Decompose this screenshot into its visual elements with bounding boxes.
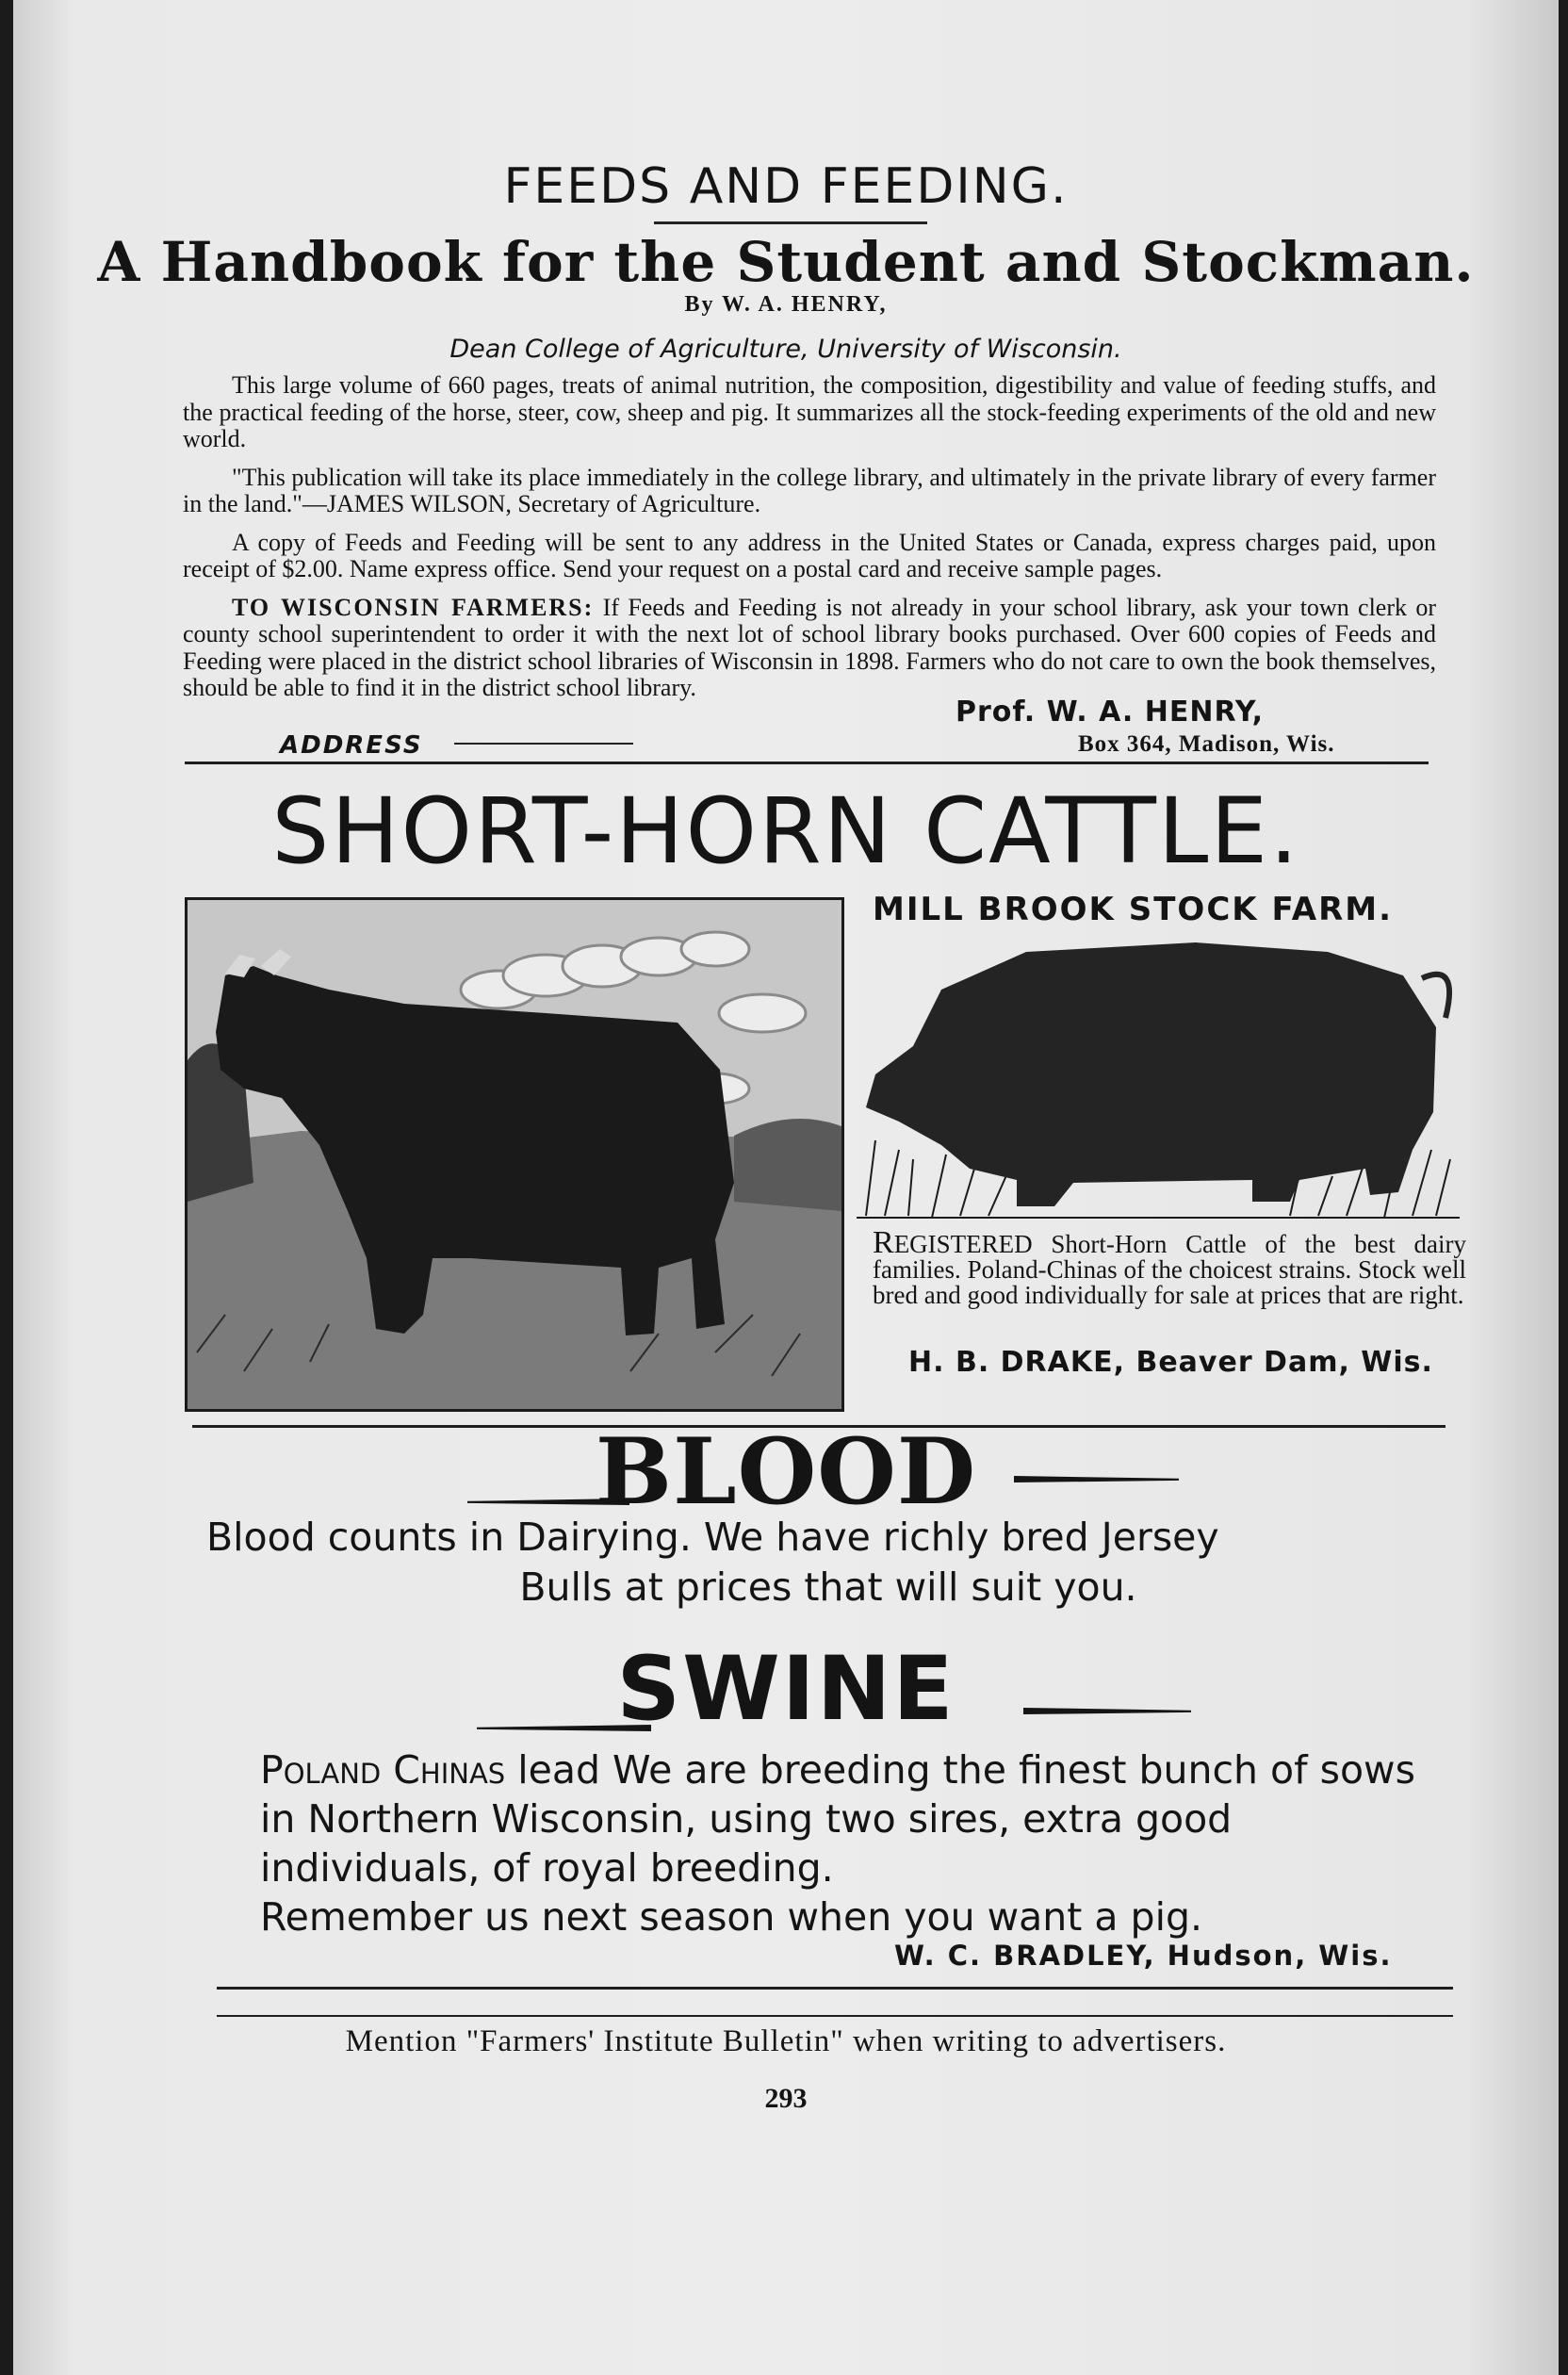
author-affiliation: Dean College of Agriculture, University of Wisconsin. (449, 335, 1122, 364)
page-number: 293 (764, 2083, 808, 2114)
author-byline: By W. A. HENRY, (684, 292, 888, 317)
swine-text-1: lead We are breeding the finest bunch of sows in Northern Wisconsin, using two sires, extra good individuals, of royal breeding. (260, 1747, 1415, 1891)
pig-illustration (857, 933, 1460, 1230)
pig-drawing (857, 933, 1460, 1225)
swine-contact: W. C. BRADLEY, Hudson, Wis. (894, 1940, 1393, 1972)
divider-rule-4 (217, 2015, 1453, 2017)
cattle-contact: H. B. DRAKE, Beaver Dam, Wis. (908, 1346, 1433, 1379)
drop-cap: R (873, 1225, 894, 1260)
feeds-paragraph-1: This large volume of 660 pages, treats of animal nutrition, the composition, digestibility and value of feeding stuffs, and the practical feeding of the horse, steer, cow, sheep and pig. It summarizes all the stock-feeding experiments of the old and new world. (183, 371, 1436, 452)
title-underline (654, 221, 927, 224)
swine-text-2: Remember us next season when you want a pig. (260, 1894, 1203, 1940)
divider-rule (185, 762, 1429, 764)
contact-box: Box 364, Madison, Wis. (1078, 731, 1335, 757)
cattle-description (873, 1225, 1466, 1309)
page (13, 0, 1559, 2375)
feeds-title: FEEDS AND FEEDING. (503, 158, 1069, 215)
farmers-text: If Feeds and Feeding is not already in your school library, ask your town clerk or county school superintendent to order it with the next lot of school library books purchased. Over 600 copies of Feeds and Feeding were placed in the district school libraries of Wisconsin in 1898. Farmers who do not care to own the book themselves, should be able to find it in the district school library. (183, 593, 1437, 701)
blood-text (206, 1513, 1450, 1613)
blood-headline: BLOOD (595, 1418, 977, 1525)
contact-name: Prof. W. A. HENRY, (956, 696, 1265, 729)
farm-name: MILL BROOK STOCK FARM. (873, 891, 1394, 928)
handbook-subtitle: A Handbook for the Student and Stockman. (97, 230, 1475, 294)
shorthorn-headline: SHORT-HORN CATTLE. (271, 778, 1300, 884)
swine-para-1 (211, 1745, 1460, 1892)
feeds-description (183, 372, 1436, 713)
address-label: ADDRESS (280, 731, 423, 760)
blood-line-1: Blood counts in Dairying. We have richly bred Jersey (206, 1515, 1219, 1560)
cattle-description-text: EGISTERED Short-Horn Cattle of the best dairy families. Poland-Chinas of the choicest strains. Stock well bred and good individually for sale at prices that are right. (873, 1230, 1466, 1309)
bull-drawing (188, 900, 841, 1409)
feeds-paragraph-4 (183, 595, 1436, 702)
blood-line-2: Bulls at prices that will suit you. (519, 1564, 1137, 1610)
advertiser-mention: Mention "Farmers' Institute Bulletin" when writing to advertisers. (345, 2024, 1227, 2058)
swine-text (211, 1745, 1460, 1941)
feeds-paragraph-3: A copy of Feeds and Feeding will be sent to any address in the United States or Canada, express charges paid, upon receipt of $2.00. Name express office. Send your request on a postal card and receive sample pages. (183, 528, 1436, 582)
divider-rule-3 (217, 1987, 1453, 1990)
bull-illustration (185, 897, 844, 1412)
swine-brand: Poland Chinas (260, 1747, 506, 1793)
swine-headline: SWINE (616, 1638, 956, 1741)
address-line (454, 743, 633, 745)
feeds-paragraph-2: "This publication will take its place immediately in the college library, and ultimately in the private library of every farmer in the land."—JAMES WILSON, Secretary of Agriculture. (183, 463, 1436, 517)
farmers-label: TO WISCONSIN FARMERS: (232, 593, 595, 621)
